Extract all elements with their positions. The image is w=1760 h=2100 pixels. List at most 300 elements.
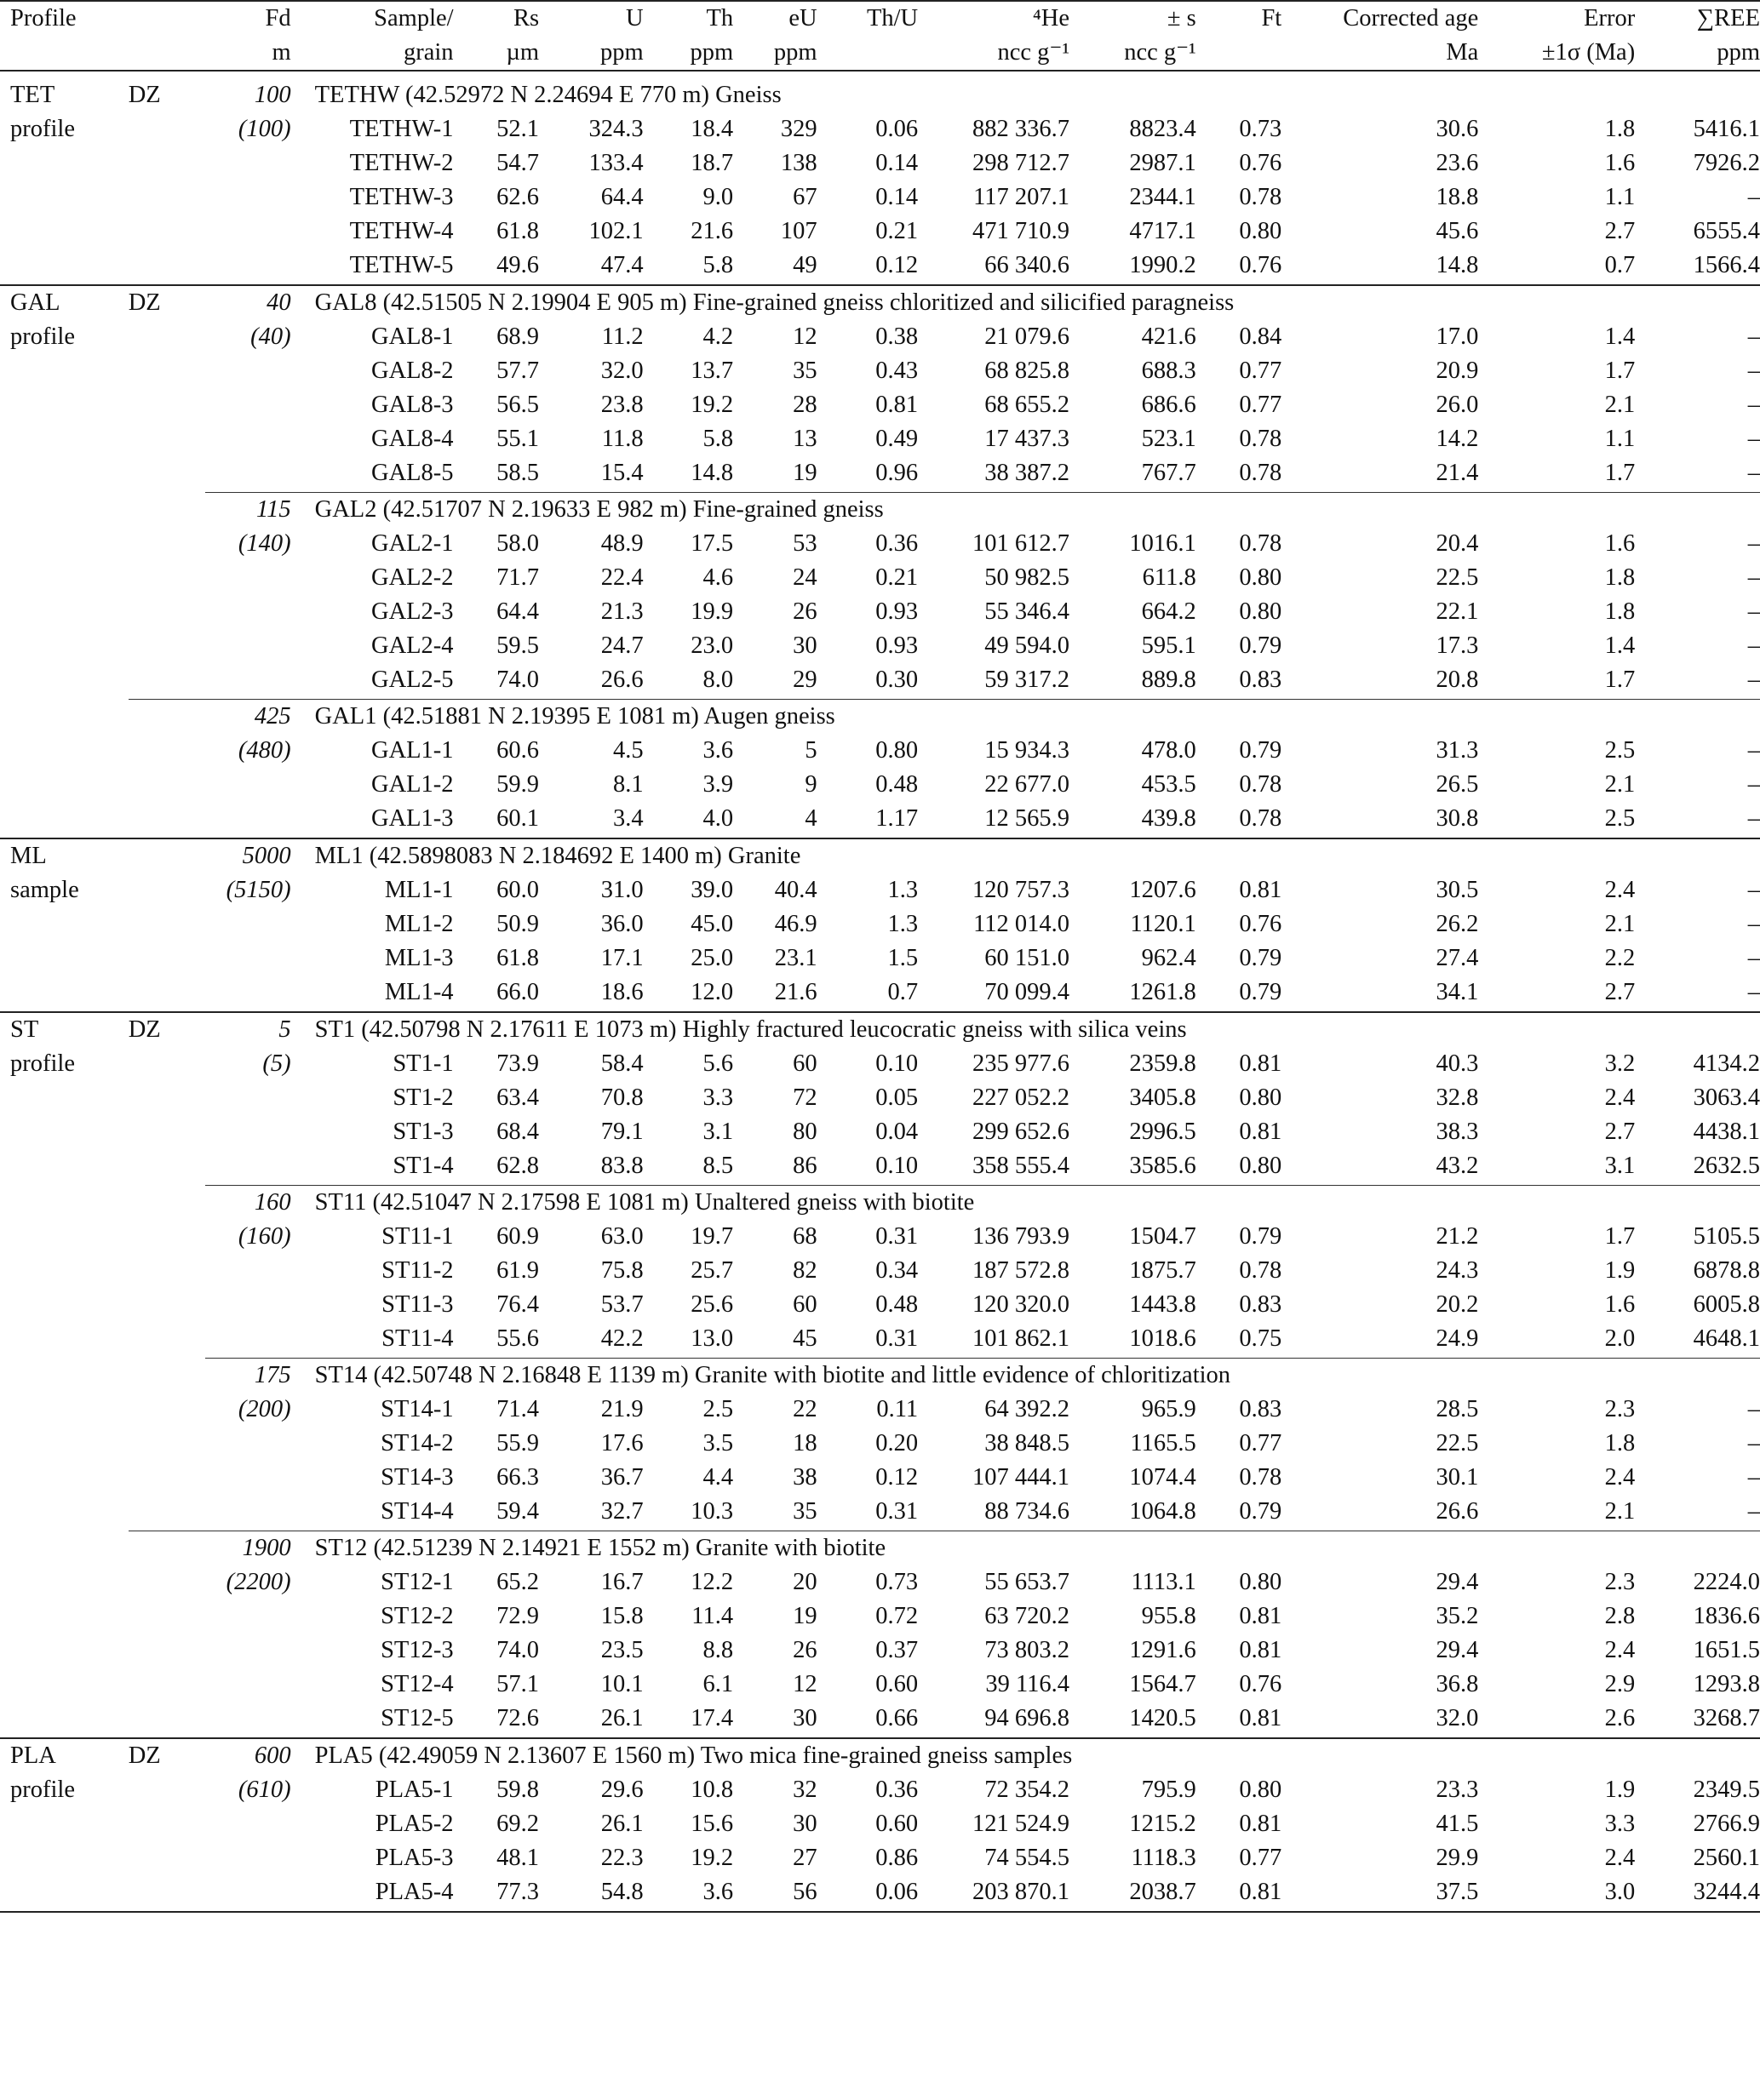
table-cell: 20.8: [1281, 663, 1478, 700]
table-header: [0, 1, 1760, 71]
table-cell: 4: [733, 802, 817, 838]
profile-name: ST: [10, 1016, 39, 1043]
table-cell: –: [1635, 456, 1760, 493]
table-cell: –: [1747, 323, 1760, 350]
table-cell: 2560.1: [1693, 1845, 1760, 1871]
grain-id: ST14-4: [291, 1495, 454, 1531]
table-cell: –: [1747, 911, 1760, 937]
table-cell: 664.2: [1141, 598, 1196, 625]
table-cell: 1.6: [1604, 150, 1636, 176]
table-cell: 22.1: [1436, 598, 1479, 625]
table-cell: 62.6: [496, 184, 540, 210]
table-cell: 0.10: [875, 1050, 919, 1077]
table-cell: 13.7: [691, 358, 734, 384]
zone-label: [129, 215, 205, 249]
fd-value: (480): [238, 737, 291, 764]
table-cell: 63.0: [600, 1223, 644, 1250]
table-cell: 53: [793, 530, 817, 557]
table-cell: 20.4: [1436, 530, 1479, 557]
header-cell: ppm: [644, 36, 734, 71]
grain-id: ST11-4: [291, 1322, 454, 1359]
table-cell: 8.0: [644, 663, 734, 700]
table-cell: 30: [793, 1811, 817, 1837]
table-cell: 19: [733, 456, 817, 493]
header-cell: grain: [291, 36, 454, 71]
grain-id: GAL8-3: [370, 392, 454, 418]
grain-id: TETHW-4: [349, 218, 454, 244]
zone-label: [129, 873, 205, 907]
table-cell: 12: [793, 1671, 817, 1697]
table-cell: 58.0: [496, 530, 540, 557]
table-cell: 2.5: [1478, 802, 1635, 838]
profile-name: [0, 1495, 129, 1531]
table-cell: 57.1: [496, 1671, 540, 1697]
table-cell: 0.04: [875, 1119, 919, 1145]
table-cell: –: [1635, 663, 1760, 700]
header-cell: Sample/: [291, 1, 454, 36]
table-cell: –: [1747, 771, 1760, 798]
table-cell: 2.1: [1604, 392, 1636, 418]
table-cell: 611.8: [1142, 564, 1196, 591]
table-cell: 889.8: [1069, 663, 1196, 700]
table-cell: 1113.1: [1131, 1569, 1196, 1595]
fd-value: (40): [250, 323, 291, 350]
fd-value: 5: [278, 1016, 291, 1043]
grain-id: ST12-1: [381, 1569, 454, 1595]
table-cell: 36.0: [600, 911, 644, 937]
table-cell: 1.9: [1604, 1777, 1636, 1803]
table-cell: 0.81: [1196, 1875, 1281, 1912]
table-cell: 11.2: [601, 323, 644, 350]
table-cell: 0.37: [875, 1637, 919, 1663]
table-cell: 0.14: [875, 184, 919, 210]
profile-name: profile: [10, 116, 75, 142]
table-cell: –: [1635, 976, 1760, 1012]
table-cell: 29.9: [1436, 1845, 1479, 1871]
fd-value: [205, 1634, 290, 1668]
sample-description: ST11 (42.51047 N 2.17598 E 1081 m) Unaltered gneiss with biotite: [314, 1189, 975, 1216]
fd-value: [205, 1461, 290, 1495]
table-cell: 20.2: [1436, 1291, 1479, 1318]
table-cell: 21.2: [1436, 1223, 1479, 1250]
table-cell: 54.8: [539, 1875, 644, 1912]
table-cell: 2.7: [1604, 1119, 1636, 1145]
fd-value: (160): [238, 1223, 291, 1250]
sample-title-row: [0, 1012, 1760, 1047]
table-row: [0, 595, 1760, 629]
table-cell: 2224.0: [1693, 1569, 1760, 1595]
table-cell: 70 099.4: [918, 976, 1069, 1012]
table-cell: 0.78: [1239, 184, 1282, 210]
table-cell: 36.8: [1436, 1671, 1479, 1697]
table-cell: 19.2: [691, 1845, 734, 1871]
profile-name: [0, 629, 129, 663]
table-cell: 0.60: [875, 1671, 919, 1697]
table-cell: 3244.4: [1635, 1875, 1760, 1912]
fd-value: [205, 1288, 290, 1322]
table-cell: 40.3: [1436, 1050, 1479, 1077]
table-row: [0, 527, 1760, 561]
zone-label: [129, 941, 205, 976]
table-cell: 0.81: [1196, 1702, 1281, 1738]
table-cell: 21.6: [691, 218, 734, 244]
table-cell: 12: [793, 323, 817, 350]
profile-name: [0, 663, 129, 700]
table-row: [0, 561, 1760, 595]
table-row: [0, 941, 1760, 976]
grain-id: ST14-2: [381, 1430, 454, 1456]
table-cell: 35.2: [1436, 1603, 1479, 1629]
table-cell: 962.4: [1141, 945, 1196, 971]
table-row: [0, 1668, 1760, 1702]
table-cell: 0.96: [817, 456, 919, 493]
table-cell: 39.0: [691, 877, 734, 903]
table-cell: 10.1: [600, 1671, 644, 1697]
table-cell: 20: [793, 1569, 817, 1595]
table-cell: 4.5: [613, 737, 644, 764]
zone-label: [129, 595, 205, 629]
table-cell: 965.9: [1141, 1396, 1196, 1422]
table-cell: 1875.7: [1129, 1257, 1196, 1284]
header-cell: ±1σ (Ma): [1478, 36, 1635, 71]
table-cell: 3.3: [1604, 1811, 1636, 1837]
table-cell: 68 825.8: [984, 358, 1070, 384]
table-cell: 14.8: [1281, 249, 1478, 285]
table-cell: 59.9: [496, 771, 540, 798]
table-cell: 3.6: [702, 737, 734, 764]
table-cell: 60: [793, 1050, 817, 1077]
table-cell: 55.6: [454, 1322, 539, 1359]
table-cell: 14.2: [1436, 426, 1479, 452]
table-cell: –: [1747, 530, 1760, 557]
table-cell: 53.7: [600, 1291, 644, 1318]
grain-id: GAL1-1: [370, 737, 454, 764]
table-cell: 23.6: [1436, 150, 1479, 176]
fd-value: [205, 941, 290, 976]
table-cell: 4438.1: [1693, 1119, 1760, 1145]
table-cell: 0.49: [875, 426, 919, 452]
table-cell: 66.0: [454, 976, 539, 1012]
grain-id: ST11-2: [381, 1257, 454, 1284]
table-cell: 1.7: [1604, 1223, 1636, 1250]
table-cell: 32.7: [539, 1495, 644, 1531]
header-row-2: [0, 36, 1760, 71]
table-cell: 0.75: [1196, 1322, 1281, 1359]
table-row: [0, 1773, 1760, 1807]
profile-name: profile: [10, 323, 75, 350]
profile-name: GAL: [10, 289, 60, 316]
table-row: [0, 1149, 1760, 1186]
sample-title-row: [0, 78, 1760, 112]
zone-label: [129, 629, 205, 663]
sample-description: ML1 (42.5898083 N 2.184692 E 1400 m) Granite: [314, 843, 801, 869]
table-cell: 0.79: [1196, 976, 1281, 1012]
table-cell: 68.4: [496, 1119, 540, 1145]
table-cell: 24: [793, 564, 817, 591]
table-row: [0, 1565, 1760, 1599]
table-cell: 63.4: [496, 1084, 540, 1111]
table-row: [0, 1288, 1760, 1322]
table-cell: 19: [793, 1603, 817, 1629]
table-cell: 24.3: [1436, 1257, 1479, 1284]
table-row: [0, 1461, 1760, 1495]
zone-label: DZ: [128, 82, 161, 108]
table-cell: 5.6: [702, 1050, 734, 1077]
table-cell: 0.11: [876, 1396, 919, 1422]
table-cell: 0.80: [1239, 564, 1282, 591]
table-cell: 19.7: [691, 1223, 734, 1250]
table-cell: 1.8: [1604, 564, 1636, 591]
table-cell: 227 052.2: [972, 1084, 1070, 1111]
table-cell: 3.2: [1604, 1050, 1636, 1077]
profile-name: [0, 1220, 129, 1254]
table-cell: 23.8: [600, 392, 644, 418]
header-cell: ppm: [539, 36, 644, 71]
table-cell: 26: [793, 598, 817, 625]
fd-value: 175: [254, 1362, 291, 1388]
zone-label: [129, 527, 205, 561]
table-cell: 0.78: [1196, 802, 1281, 838]
table-cell: 0.10: [817, 1149, 919, 1186]
fd-value: [205, 1254, 290, 1288]
table-cell: 0.81: [1239, 877, 1282, 903]
table-cell: 80: [793, 1119, 817, 1145]
table-cell: 1215.2: [1129, 1811, 1196, 1837]
table-cell: 1504.7: [1129, 1223, 1196, 1250]
zone-label: [129, 1047, 205, 1081]
fd-value: [205, 388, 290, 422]
header-cell: Error: [1478, 1, 1635, 36]
table-cell: 7926.2: [1693, 150, 1760, 176]
table-cell: 298 712.7: [972, 150, 1070, 176]
table-cell: 49.6: [454, 249, 539, 285]
table-cell: 38 848.5: [984, 1430, 1070, 1456]
fd-value: [205, 1702, 290, 1738]
table-row: [0, 734, 1760, 768]
table-cell: 57.7: [496, 358, 540, 384]
table-cell: 688.3: [1141, 358, 1196, 384]
table-cell: 29.6: [600, 1777, 644, 1803]
table-cell: 61.8: [496, 218, 540, 244]
table-row: [0, 802, 1760, 838]
table-cell: 72.6: [454, 1702, 539, 1738]
fd-value: (610): [238, 1777, 291, 1803]
table-cell: 0.81: [1239, 1050, 1282, 1077]
table-cell: 11.4: [691, 1603, 734, 1629]
header-cell: [129, 1, 205, 36]
table-cell: 13: [793, 426, 817, 452]
table-cell: 2.3: [1604, 1569, 1636, 1595]
table-cell: 60.1: [454, 802, 539, 838]
table-cell: 30.1: [1436, 1464, 1479, 1491]
grain-id: ST12-2: [381, 1603, 454, 1629]
fd-value: [205, 1322, 290, 1359]
table-cell: 2.4: [1604, 1845, 1636, 1871]
table-cell: 61.9: [496, 1257, 540, 1284]
zone-label: [129, 1081, 205, 1115]
profile-name: [0, 146, 129, 180]
table-cell: 795.9: [1141, 1777, 1196, 1803]
fd-value: [205, 1807, 290, 1841]
table-cell: 26.1: [539, 1702, 644, 1738]
table-cell: 1120.1: [1130, 911, 1196, 937]
table-cell: 26.0: [1436, 392, 1479, 418]
fd-value: (5): [262, 1050, 291, 1077]
grain-id: PLA5-2: [375, 1811, 454, 1837]
table-cell: 64 392.2: [984, 1396, 1070, 1422]
table-cell: 39 116.4: [985, 1671, 1070, 1697]
table-cell: 8.8: [702, 1637, 734, 1663]
fd-value: [205, 1599, 290, 1634]
table-cell: 59 317.2: [918, 663, 1069, 700]
table-cell: –: [1747, 632, 1760, 659]
table-cell: 64.4: [600, 184, 644, 210]
table-cell: 49: [733, 249, 817, 285]
grain-id: GAL1-2: [370, 771, 454, 798]
table-cell: 138: [780, 150, 817, 176]
table-cell: –: [1747, 426, 1760, 452]
zone-label: [129, 1186, 205, 1221]
table-cell: 1564.7: [1129, 1671, 1196, 1697]
table-cell: 0.30: [817, 663, 919, 700]
table-cell: 1566.4: [1635, 249, 1760, 285]
profile-name: [0, 1841, 129, 1875]
table-cell: 0.83: [1239, 1291, 1282, 1318]
table-cell: 0.76: [1239, 150, 1282, 176]
zone-label: [129, 561, 205, 595]
table-cell: 13.0: [644, 1322, 734, 1359]
table-cell: 21.9: [600, 1396, 644, 1422]
table-cell: 0.72: [875, 1603, 919, 1629]
table-cell: 75.8: [600, 1257, 644, 1284]
spacer-cell: [0, 71, 1760, 78]
table-cell: 62.8: [454, 1149, 539, 1186]
table-cell: 72.9: [496, 1603, 540, 1629]
profile-name: [0, 1254, 129, 1288]
table-cell: 72 354.2: [984, 1777, 1070, 1803]
table-cell: 0.78: [1239, 771, 1282, 798]
table-cell: 55 346.4: [984, 598, 1070, 625]
table-cell: 17.1: [600, 945, 644, 971]
table-cell: 3.0: [1478, 1875, 1635, 1912]
table-cell: 0.31: [817, 1495, 919, 1531]
table-cell: 54.7: [496, 150, 540, 176]
profile-name: [0, 734, 129, 768]
grain-id: GAL8-5: [291, 456, 454, 493]
sample-title-row: [0, 493, 1760, 528]
fd-value: [205, 1427, 290, 1461]
table-cell: 18: [793, 1430, 817, 1456]
table-cell: –: [1635, 802, 1760, 838]
header-cell: Th/U: [817, 1, 919, 36]
table-row: [0, 768, 1760, 802]
table-cell: –: [1635, 1495, 1760, 1531]
table-cell: 0.79: [1239, 737, 1282, 764]
profile-name: TET: [10, 82, 55, 108]
table-cell: 2.0: [1478, 1322, 1635, 1359]
table-cell: 3405.8: [1129, 1084, 1196, 1111]
table-cell: 88 734.6: [918, 1495, 1069, 1531]
header-cell: U: [539, 1, 644, 36]
table-cell: 23.5: [600, 1637, 644, 1663]
table-cell: 29: [733, 663, 817, 700]
table-cell: 76.4: [496, 1291, 540, 1318]
table-cell: 17.4: [644, 1702, 734, 1738]
table-cell: 0.36: [875, 1777, 919, 1803]
table-cell: 17.3: [1436, 632, 1479, 659]
profile-name: [0, 1149, 129, 1186]
zone-label: [129, 422, 205, 456]
table-cell: 4648.1: [1635, 1322, 1760, 1359]
table-cell: 0.77: [1239, 358, 1282, 384]
zone-label: DZ: [128, 1742, 161, 1769]
table-cell: 38: [793, 1464, 817, 1491]
table-cell: 0.12: [875, 1464, 919, 1491]
table-cell: 10.3: [644, 1495, 734, 1531]
fd-value: [205, 663, 290, 700]
table-cell: 121 524.9: [972, 1811, 1070, 1837]
table-cell: –: [1747, 358, 1760, 384]
table-cell: 26.2: [1436, 911, 1479, 937]
profile-name: [0, 527, 129, 561]
profile-name: [0, 1393, 129, 1427]
table-cell: 74 554.5: [984, 1845, 1070, 1871]
table-cell: –: [1747, 598, 1760, 625]
profile-name: [0, 249, 129, 285]
table-cell: 18.7: [691, 150, 734, 176]
table-cell: 8.5: [644, 1149, 734, 1186]
table-cell: 48.1: [496, 1845, 540, 1871]
table-row: [0, 249, 1760, 285]
table-cell: 56.5: [496, 392, 540, 418]
table-cell: 3.6: [644, 1875, 734, 1912]
table-cell: 22: [793, 1396, 817, 1422]
table-cell: 77.3: [454, 1875, 539, 1912]
table-cell: –: [1747, 945, 1760, 971]
sample-description: GAL2 (42.51707 N 2.19633 E 982 m) Fine-grained gneiss: [314, 496, 884, 523]
table-cell: 0.31: [817, 1322, 919, 1359]
table-cell: 31.3: [1436, 737, 1479, 764]
table-cell: 1165.5: [1130, 1430, 1196, 1456]
table-cell: 2359.8: [1129, 1050, 1196, 1077]
table-cell: 32.0: [1281, 1702, 1478, 1738]
sample-title-row: [0, 1738, 1760, 1773]
fd-value: 100: [254, 82, 291, 108]
sample-description: ST12 (42.51239 N 2.14921 E 1552 m) Granite with biotite: [314, 1535, 886, 1561]
profile-name: profile: [10, 1777, 75, 1803]
grain-id: GAL2-4: [370, 632, 454, 659]
fd-value: [205, 768, 290, 802]
zone-label: [129, 976, 205, 1012]
table-cell: 58.5: [454, 456, 539, 493]
zone-label: [129, 768, 205, 802]
table-cell: 2987.1: [1129, 150, 1196, 176]
zone-label: [129, 802, 205, 838]
grain-id: ML1-2: [384, 911, 454, 937]
table-row: [0, 1115, 1760, 1149]
table-cell: 19.2: [691, 392, 734, 418]
table-cell: 71.7: [496, 564, 540, 591]
table-row: [0, 1254, 1760, 1288]
table-cell: 0.77: [1239, 1430, 1282, 1456]
header-cell: Profile: [0, 1, 129, 36]
table-cell: 478.0: [1141, 737, 1196, 764]
zone-label: [129, 1427, 205, 1461]
table-cell: 1.9: [1604, 1257, 1636, 1284]
grain-id: ST1-4: [291, 1149, 454, 1186]
table-cell: 101 612.7: [972, 530, 1070, 557]
table-cell: 1.7: [1604, 358, 1636, 384]
